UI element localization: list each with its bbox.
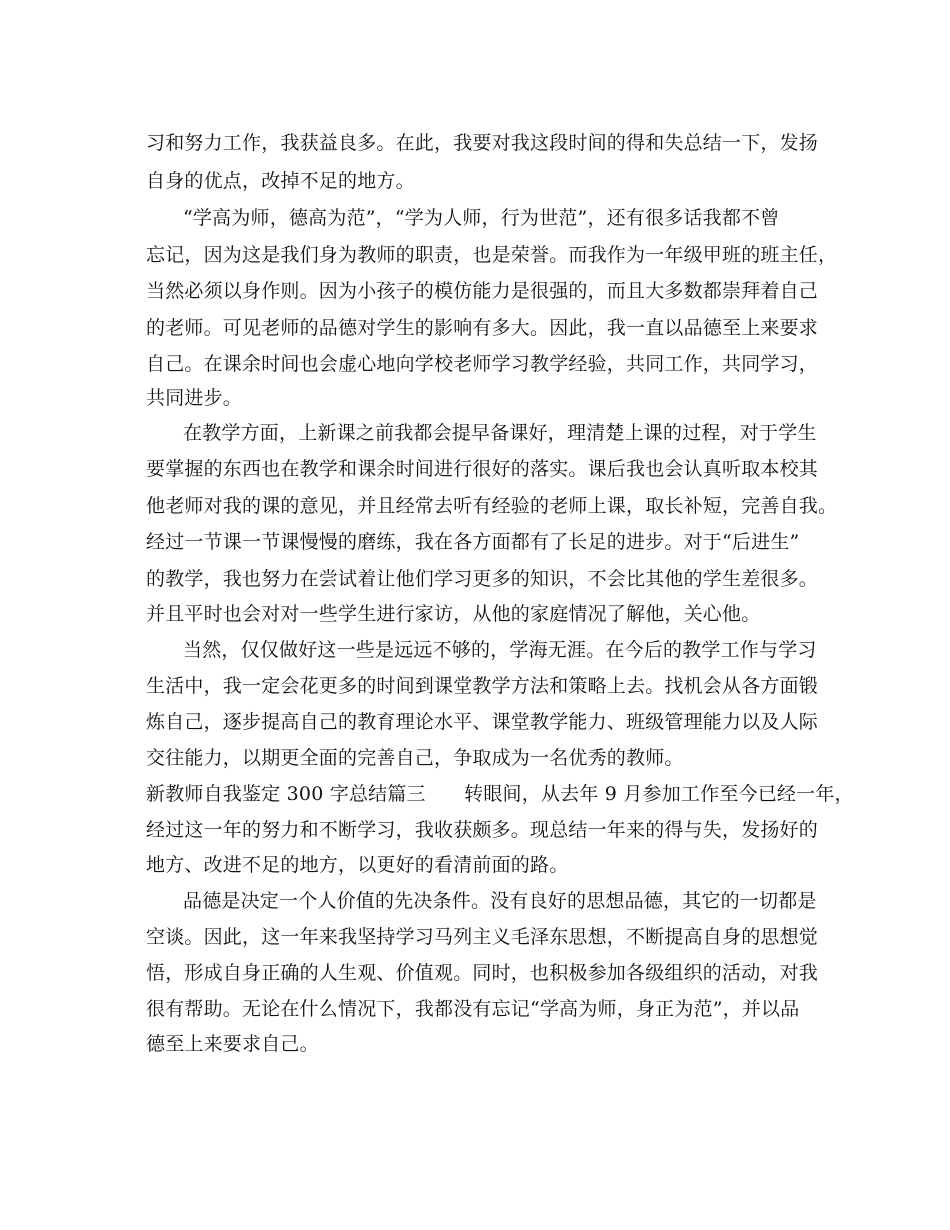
text-line: 自身的优点，改掉不足的地方。 bbox=[146, 170, 415, 192]
section-heading-line: 新教师自我鉴定 300 字总结篇三 转眼间，从去年 9 月参加工作至今已经一年， bbox=[146, 783, 854, 805]
text-line: 要掌握的东西也在教学和课余时间进行很好的落实。课后我也会认真听取本校其 bbox=[146, 458, 819, 480]
text-line: 的教学，我也努力在尝试着让他们学习更多的知识，不会比其他的学生差很多。 bbox=[146, 568, 819, 590]
text-line: 的老师。可见老师的品德对学生的影响有多大。因此，我一直以品德至上来要求 bbox=[146, 317, 819, 339]
text-line: 在教学方面，上新课之前我都会提早备课好，理清楚上课的过程，对于学生 bbox=[183, 422, 817, 444]
text-line: 经过一节课一节课慢慢的磨练，我在各方面都有了长足的进步。对于“后进生” bbox=[146, 531, 800, 553]
text-line: “学高为师，德高为范”，“学为人师，行为世范”，还有很多话我都不曾 bbox=[183, 207, 780, 229]
text-line: 当然，仅仅做好这一些是远远不够的，学海无涯。在今后的教学工作与学习 bbox=[183, 639, 817, 661]
text-line: 并且平时也会对对一些学生进行家访，从他的家庭情况了解他，关心他。 bbox=[146, 603, 761, 625]
text-line: 共同进步。 bbox=[146, 387, 243, 409]
text-line: 悟，形成自身正确的人生观、价值观。同时，也积极参加各级组织的活动，对我 bbox=[146, 962, 819, 984]
text-line: 自己。在课余时间也会虚心地向学校老师学习教学经验，共同工作，共同学习， bbox=[146, 353, 819, 375]
text-line: 他老师对我的课的意见，并且经常去听有经验的老师上课，取长补短，完善自我。 bbox=[146, 495, 838, 517]
text-line: 交往能力，以期更全面的完善自己，争取成为一名优秀的教师。 bbox=[146, 747, 684, 769]
text-line: 当然必须以身作则。因为小孩子的模仿能力是很强的，而且大多数都崇拜着自己 bbox=[146, 280, 819, 302]
text-line: 经过这一年的努力和不断学习，我收获颇多。现总结一年来的得与失，发扬好的 bbox=[146, 819, 819, 841]
text-line: 空谈。因此，这一年来我坚持学习马列主义毛泽东思想，不断提高自身的思想觉 bbox=[146, 926, 819, 948]
text-line: 炼自己，逐步提高自己的教育理论水平、课堂教学能力、班级管理能力以及人际 bbox=[146, 711, 819, 733]
text-line: 很有帮助。无论在什么情况下，我都没有忘记“学高为师，身正为范”，并以品 bbox=[146, 998, 800, 1020]
text-line: 习和努力工作，我获益良多。在此，我要对我这段时间的得和失总结一下，发扬 bbox=[146, 132, 819, 154]
text-line: 忘记，因为这是我们身为教师的职责，也是荣誉。而我作为一年级甲班的班主任， bbox=[146, 244, 838, 266]
text-line: 德至上来要求自己。 bbox=[146, 1033, 319, 1055]
text-line: 生活中，我一定会花更多的时间到课堂教学方法和策略上去。找机会从各方面锻 bbox=[146, 675, 819, 697]
text-line: 品德是决定一个人价值的先决条件。没有良好的思想品德，其它的一切都是 bbox=[183, 890, 817, 912]
text-line: 地方、改进不足的地方，以更好的看清前面的路。 bbox=[146, 854, 569, 876]
